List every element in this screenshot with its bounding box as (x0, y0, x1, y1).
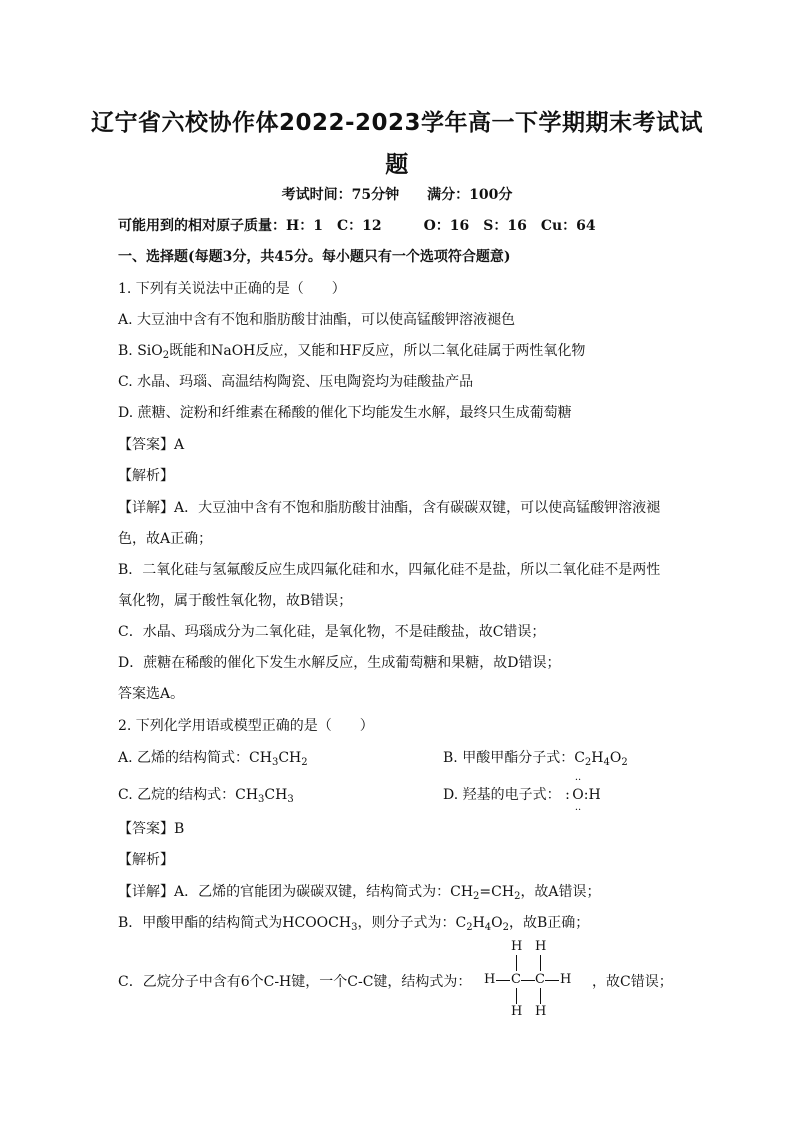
ethane-bond (545, 980, 559, 981)
q2-answer: 【答案】B (118, 821, 185, 837)
q1-detail-line: D．蔗糖在稀酸的催化下发生水解反应，生成葡萄糖和果糖，故D错误； (118, 655, 561, 671)
page-title-line-1: 辽宁省六校协作体2022-2023学年高一下学期期末考试试 (90, 110, 704, 136)
q1-option-b: B. SiO$_2$既能和NaOH反应，又能和HF反应，所以二氧化硅属于两性氧化物 (118, 343, 586, 361)
page-title-line-2: 题 (385, 152, 409, 178)
q2-option-c: C. 乙烷的结构式：$CH_3CH_3$ (118, 787, 294, 805)
lone-pair-dots: : (565, 787, 568, 803)
q1-detail-line: 【详解】A．大豆油中含有不饱和脂肪酸甘油酯，含有碳碳双键，可以使高锰酸钾溶液褪 (118, 500, 661, 516)
ethane-bond (540, 955, 541, 971)
ethane-bond (496, 980, 510, 981)
q2-detail-a: 【详解】A．乙烯的官能团为碳碳双键，结构简式为：$CH_2=CH_2$，故A错误； (118, 884, 601, 902)
ethane-atom-h: H (535, 1004, 547, 1019)
section-heading: 一、选择题(每题3分，共45分。每小题只有一个选项符合题意) (118, 249, 511, 265)
q2-detail-c-conclusion: ，故C错误； (592, 974, 673, 990)
ethane-atom-h: H (535, 939, 547, 954)
q1-option-c: C. 水晶、玛瑙、高温结构陶瓷、压电陶瓷均为硅酸盐产品 (118, 374, 474, 390)
atomic-mass-line: 可能用到的相对原子质量：H：1 C：12 O：16 S：16 Cu：64 (118, 218, 596, 234)
q2-option-d: D. 羟基的电子式： : ·· O ·· :H (443, 775, 601, 816)
q1-detail-line: C．水晶、玛瑙成分为二氧化硅，是氧化物，不是硅酸盐，故C错误； (118, 624, 546, 640)
ethane-structural-formula (484, 940, 584, 1020)
q2-analysis-label: 【解析】 (118, 852, 174, 868)
q1-answer: 【答案】A (118, 437, 185, 453)
ethane-atom-h: H (511, 939, 523, 954)
ethane-atom-c: C (511, 972, 521, 987)
ethane-bond (540, 988, 541, 1004)
ethane-bond (516, 988, 517, 1004)
ethane-atom-c: C (535, 972, 545, 987)
q2-option-b: B. 甲酸甲酯分子式：$C_2H_4O_2$ (443, 750, 628, 768)
oxygen-electron-dot: ·· O ·· (572, 775, 584, 816)
q1-conclusion: 答案选A。 (118, 686, 185, 702)
exam-info: 考试时间：75分钟 满分：100分 (281, 187, 513, 203)
ethane-bond (521, 980, 535, 981)
q1-option-a: A. 大豆油中含有不饱和脂肪酸甘油酯，可以使高锰酸钾溶液褪色 (118, 312, 516, 328)
ethane-bond (516, 955, 517, 971)
q2-detail-b: B．甲酸甲酯的结构简式为$HCOOCH_3$，则分子式为：$C_2H_4O_2$，故B正确； (118, 915, 590, 933)
q2-option-a: A. 乙烯的结构简式：$CH_3CH_2$ (118, 750, 308, 768)
q1-detail-line: 氧化物，属于酸性氧化物，故B错误； (118, 593, 353, 609)
ethane-atom-h: H (484, 972, 496, 987)
question-2-stem: 2. 下列化学用语或模型正确的是（ ） (118, 718, 374, 734)
question-1-stem: 1. 下列有关说法中正确的是（ ） (118, 281, 346, 297)
ethane-atom-h: H (511, 1004, 523, 1019)
q1-detail-line: 色，故A正确； (118, 531, 213, 547)
q1-detail-line: B．二氧化硅与氢氟酸反应生成四氟化硅和水，四氟化硅不是盐，所以二氧化硅不是两性 (118, 562, 661, 578)
q2-detail-c-text: C．乙烷分子中含有6个C-H键，一个C-C键，结构式为： (118, 974, 472, 990)
ethane-atom-h: H (560, 972, 572, 987)
q1-analysis-label: 【解析】 (118, 468, 174, 484)
q1-option-d: D. 蔗糖、淀粉和纤维素在稀酸的催化下均能发生水解，最终只生成葡萄糖 (118, 405, 572, 421)
